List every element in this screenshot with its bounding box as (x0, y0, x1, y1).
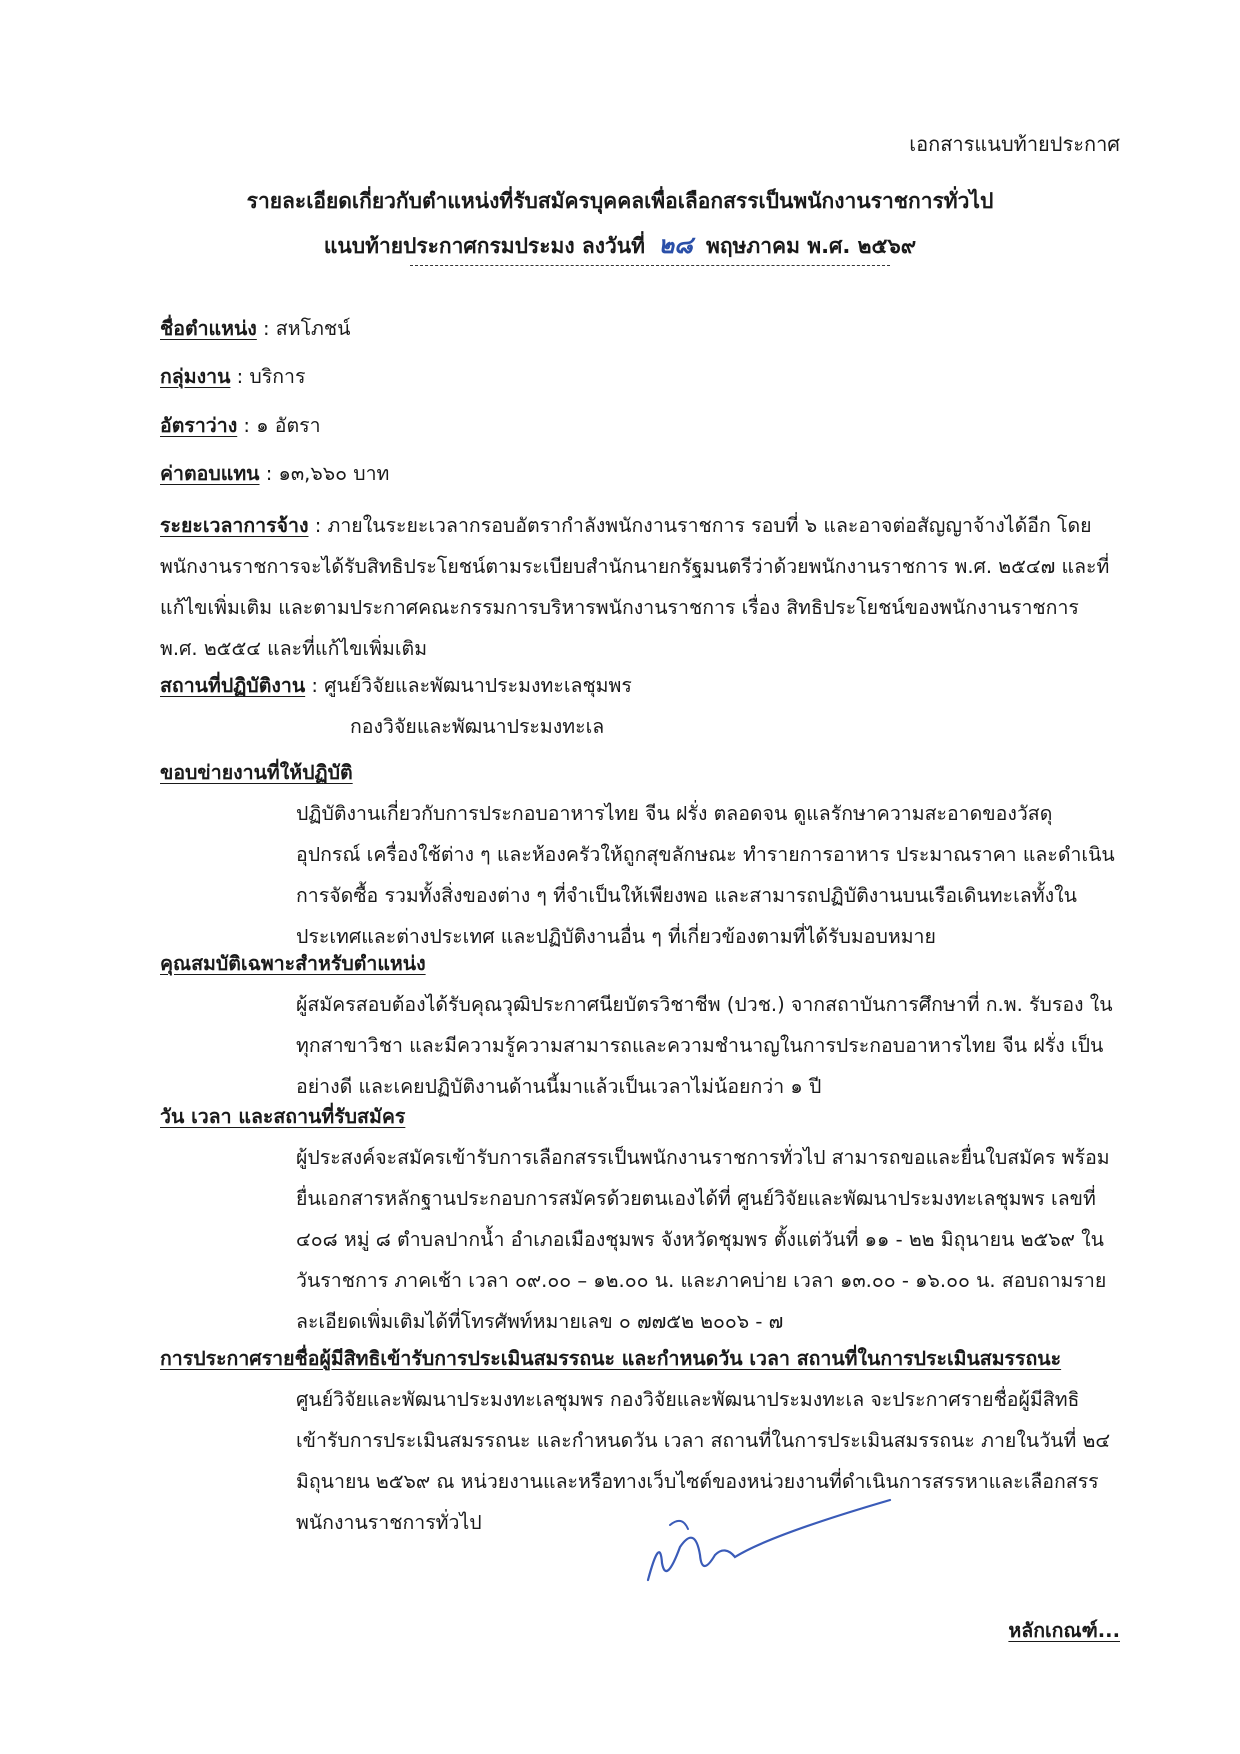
field-group (160, 361, 305, 392)
field-value: : สหโภชน์ (256, 317, 351, 340)
page-title: รายละเอียดเกี่ยวกับตำแหน่งที่รับสมัครบุคคลเพื่อเลือกสรรเป็นพนักงานราชการทั่วไป (246, 189, 994, 213)
qualification-text: ผู้สมัครสอบต้องได้รับคุณวุฒิประกาศนียบัตรวิชาชีพ (ปวช.) จากสถาบันการศึกษาที่ ก.พ. รับรอง ในทุกสาขาวิชา และมีความรู้ความสามารถและความชำนาญในการประกอบอาหารไทย จีน ฝรั่ง เป็นอย่างดี และเคยปฏิบัติงานด้านนี้มาแล้วเป็นเวลาไม่น้อยกว่า ๑ ปี (296, 993, 1113, 1098)
scope-section (160, 752, 1115, 957)
term-text: : ภายในระยะเวลากรอบอัตรากำลังพนักงานราชการ รอบที่ ๖ และอาจต่อสัญญาจ้างได้อีก โดยพนักงานราชการจะได้รับสิทธิประโยชน์ตามระเบียบสำนักนายกรัฐมนตรีว่าด้วยพนักงานราชการ พ.ศ. ๒๕๔๗ และที่แก้ไขเพิ่มเติม และตามประกาศคณะกรรมการบริหารพนักงานราชการ เรื่อง สิทธิประโยชน์ของพนักงานราชการ พ.ศ. ๒๕๕๔ และที่แก้ไขเพิ่มเติม (160, 514, 1110, 660)
field-position (160, 313, 350, 344)
qualification-section (160, 943, 1115, 1107)
continued-label: หลักเกณฑ์... (1008, 1619, 1120, 1642)
attachment-label: เอกสารแนบท้ายประกาศ (909, 132, 1120, 156)
announcement-heading: การประกาศรายชื่อผู้มีสิทธิเข้ารับการประเมินสมรรถนะ และกำหนดวัน เวลา สถานที่ในการประเมินสมรรถนะ (160, 1347, 1062, 1370)
application-text: ผู้ประสงค์จะสมัครเข้ารับการเลือกสรรเป็นพนักงานราชการทั่วไป สามารถขอและยื่นใบสมัคร พร้อมยื่นเอกสารหลักฐานประกอบการสมัครด้วยตนเองได้ที่ ศูนย์วิจัยและพัฒนาประมงทะเลชุมพร เลขที่ ๔๐๘ หมู่ ๘ ตำบลปากน้ำ อำเภอเมืองชุมพร จังหวัดชุมพร ตั้งแต่วันที่ ๑๑ - ๒๒ มิถุนายน ๒๕๖๙ ในวันราชการ ภาคเช้า เวลา ๐๙.๐๐ – ๑๒.๐๐ น. และภาคบ่าย เวลา ๑๓.๐๐ - ๑๖.๐๐ น. สอบถามรายละเอียดเพิ่มเติมได้ที่โทรศัพท์หมายเลข ๐ ๗๗๕๒ ๒๐๐๖ - ๗ (296, 1146, 1110, 1333)
field-label: กลุ่มงาน (160, 365, 231, 388)
term-section (160, 505, 1115, 669)
workplace-line1: : ศูนย์วิจัยและพัฒนาประมงทะเลชุมพร (305, 674, 632, 697)
term-label: ระยะเวลาการจ้าง (160, 514, 309, 537)
workplace-section (160, 665, 1115, 747)
field-label: ค่าตอบแทน (160, 462, 260, 485)
workplace-label: สถานที่ปฏิบัติงาน (160, 674, 306, 697)
handwritten-signature (640, 1485, 910, 1595)
application-heading: วัน เวลา และสถานที่รับสมัคร (160, 1105, 406, 1128)
field-value: : ๑๓,๖๖๐ บาท (259, 462, 390, 485)
scope-text: ปฏิบัติงานเกี่ยวกับการประกอบอาหารไทย จีน ฝรั่ง ตลอดจน ดูแลรักษาความสะอาดของวัสดุ อุปกรณ์ เครื่องใช้ต่าง ๆ และห้องครัวให้ถูกสุขลักษณะ ทำรายการอาหาร ประมาณราคา และดำเนินการจัดซื้อ รวมทั้งสิ่งของต่าง ๆ ที่จำเป็นให้เพียงพอ และสามารถปฏิบัติงานบนเรือเดินทะเลทั้งในประเทศและต่างประเทศ และปฏิบัติงานอื่น ๆ ที่เกี่ยวข้องตามที่ได้รับมอบหมาย (296, 802, 1115, 948)
field-label: อัตราว่าง (160, 414, 238, 437)
field-vacancy (160, 410, 321, 441)
subtitle-prefix: แนบท้ายประกาศกรมประมง ลงวันที่ (323, 234, 646, 258)
handwritten-date-day: ๒๘ (658, 230, 693, 259)
subtitle-suffix: พฤษภาคม พ.ศ. ๒๕๖๙ (705, 234, 917, 258)
announcement-section (160, 1338, 1115, 1543)
qualification-heading: คุณสมบัติเฉพาะสำหรับตำแหน่ง (160, 952, 426, 975)
field-label: ชื่อตำแหน่ง (160, 317, 257, 340)
header-separator (410, 265, 890, 266)
application-section (160, 1096, 1115, 1342)
continued-next-page (1008, 1615, 1120, 1646)
page-subtitle (0, 225, 1240, 264)
field-value: : ๑ อัตรา (237, 414, 321, 437)
workplace-line2: กองวิจัยและพัฒนาประมงทะเล (350, 715, 605, 738)
scope-heading: ขอบข่ายงานที่ให้ปฏิบัติ (160, 761, 353, 784)
field-value: : บริการ (230, 365, 306, 388)
announcement-text: ศูนย์วิจัยและพัฒนาประมงทะเลชุมพร กองวิจัยและพัฒนาประมงทะเล จะประกาศรายชื่อผู้มีสิทธิ เข้ารับการประเมินสมรรถนะ และกำหนดวัน เวลา สถานที่ในการประเมินสมรรถนะ ภายในวันที่ ๒๔ มิถุนายน ๒๕๖๙ ณ หน่วยงานและหรือทางเว็บไซต์ของหน่วยงานที่ดำเนินการสรรหาและเลือกสรรพนักงานราชการทั่วไป (296, 1388, 1111, 1534)
field-pay (160, 458, 389, 489)
